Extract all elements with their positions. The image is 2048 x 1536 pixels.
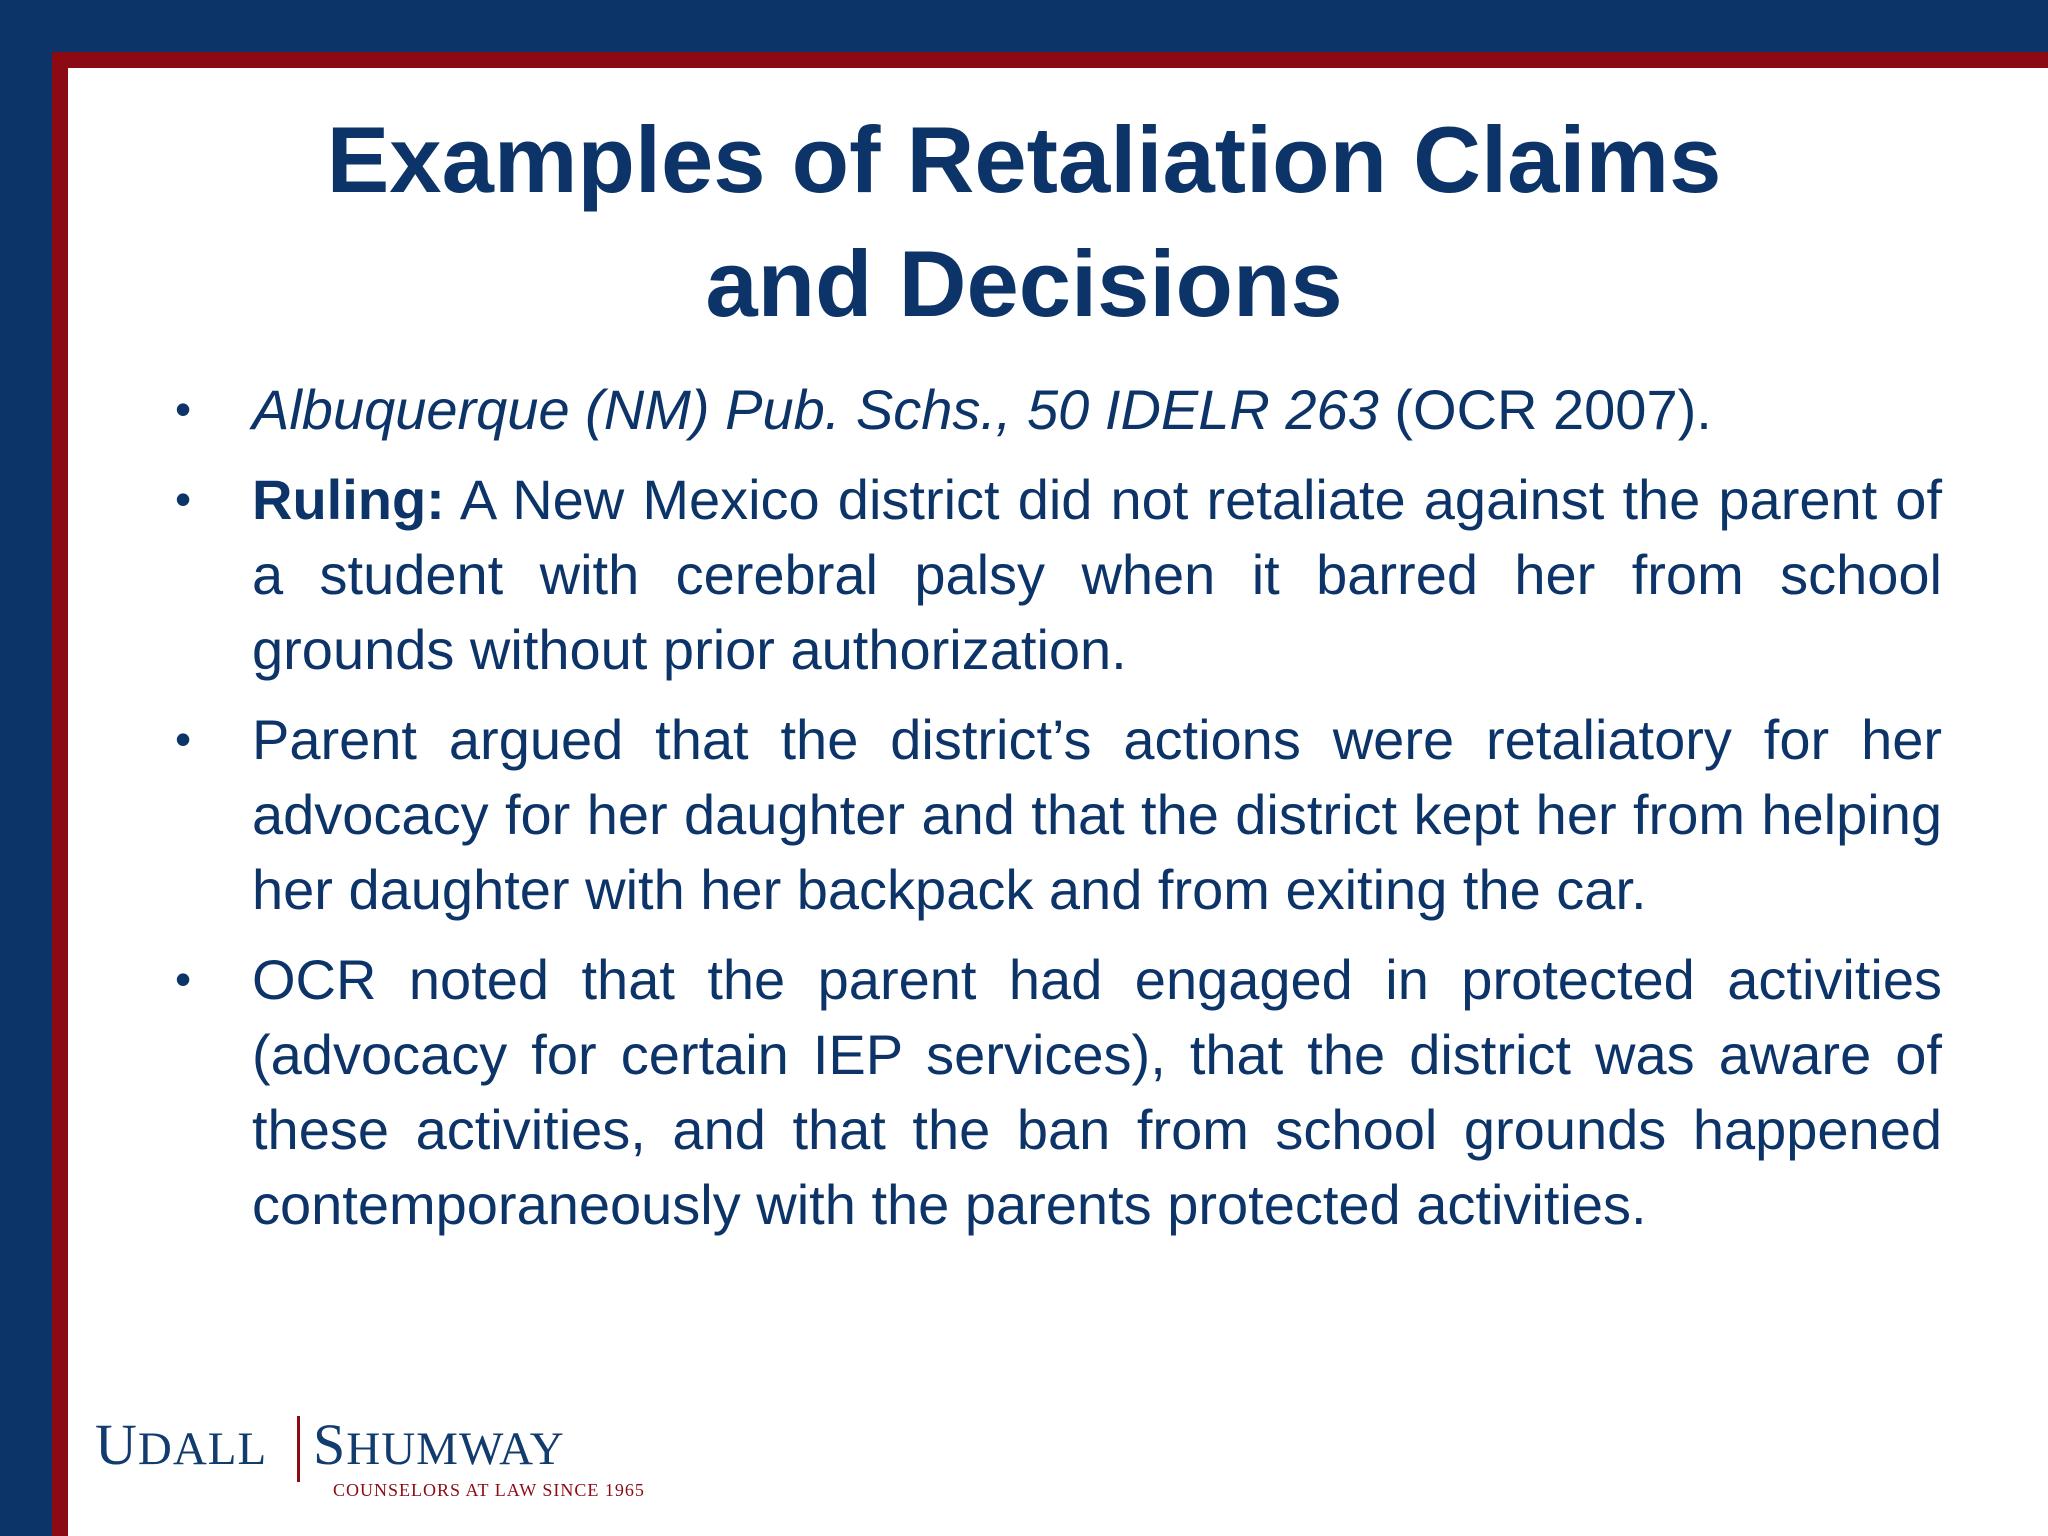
bullet-list bbox=[170, 372, 1942, 1257]
udall-shumway-logo bbox=[95, 1410, 645, 1510]
ruling-label: Ruling: bbox=[252, 468, 445, 531]
logo-tagline: COUNSELORS AT LAW SINCE 1965 bbox=[333, 1480, 645, 1500]
case-citation: Albuquerque (NM) Pub. Schs., 50 IDELR 263 bbox=[252, 378, 1379, 441]
slide-title-line-2: and Decisions bbox=[705, 231, 1343, 336]
bullet-ruling bbox=[170, 462, 1942, 687]
case-citation-source: (OCR 2007). bbox=[1378, 378, 1712, 441]
bullet-citation bbox=[170, 372, 1942, 447]
parent-argument-text: Parent argued that the district’s actions were retaliatory for her advocacy for her daughter and that the district kept her from helping her daughter with her backpack and from exiting the car. bbox=[252, 708, 1942, 921]
bullet-parent-argument bbox=[170, 702, 1942, 927]
logo-divider bbox=[297, 1416, 300, 1482]
ruling-text: A New Mexico district did not retaliate against the parent of a student with cerebral palsy when it barred her from school grounds without prior authorization. bbox=[252, 468, 1942, 681]
slide-title bbox=[0, 98, 2048, 346]
logo-word-udall: UDALL bbox=[95, 1412, 268, 1477]
logo-word-shumway: SHUMWAY bbox=[313, 1412, 565, 1477]
bullet-marker: • bbox=[175, 713, 192, 765]
bullet-ocr-note bbox=[170, 942, 1942, 1242]
slide-title-line-1: Examples of Retaliation Claims bbox=[326, 107, 1722, 212]
ocr-note-text: OCR noted that the parent had engaged in protected activities (advocacy for certain IEP services), that the district was aware of these activities, and that the ban from school grounds happened contemporaneously with the parents protected activities. bbox=[252, 948, 1942, 1236]
bullet-marker: • bbox=[175, 953, 192, 1005]
bullet-marker: • bbox=[175, 473, 192, 525]
bullet-marker: • bbox=[175, 383, 192, 435]
